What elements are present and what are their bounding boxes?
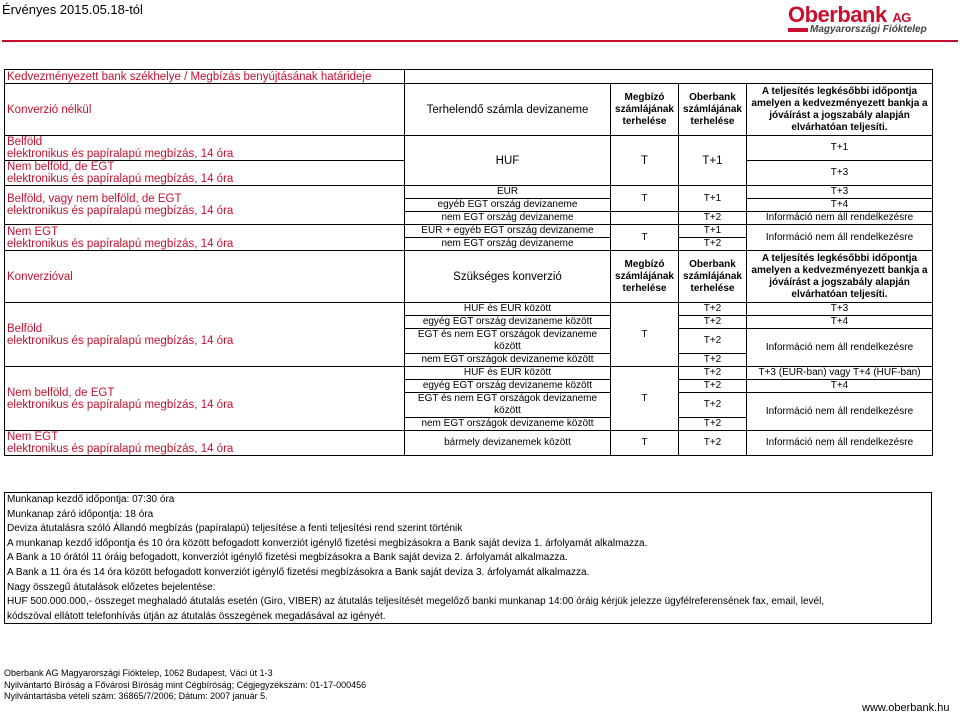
completion-cell: T+4 xyxy=(747,380,933,393)
completion-cell: T+3 (EUR-ban) vagy T+4 (HUF-ban) xyxy=(747,367,933,380)
note-line: Deviza átutalásra szóló Állandó megbízás (papíralapú) teljesítése a fenti teljesítési rend szerint történik xyxy=(7,523,463,535)
oberbank-cell: T+1 xyxy=(679,186,747,212)
conversion-cell: bármely devizanemek között xyxy=(405,431,611,456)
footer-registry: Nyilvántartó Bíróság a Fővárosi Bíróság mint Cégbíróság; Cégjegyzékszám: 01-17-000456 xyxy=(4,679,367,690)
oberbank-cell: T+2 xyxy=(679,418,747,431)
oberbank-cell: T+2 xyxy=(679,329,747,354)
logo-subtitle: Magyarországi Fióktelep xyxy=(810,24,927,35)
row-label: Belföld elektronikus és papíralapú megbízás, 14 óra xyxy=(5,136,405,161)
section-konverzio-nelkul: Konverzió nélkül xyxy=(5,84,405,136)
conversion-cell: EGT és nem EGT országok devizaneme között xyxy=(405,329,611,354)
oberbank-logo xyxy=(788,2,958,38)
oberbank-cell: T+1 xyxy=(679,225,747,238)
col-ordering-debit: Megbízó számlájának terhelése xyxy=(611,84,679,136)
conversion-cell: egyég EGT ország devizaneme között xyxy=(405,316,611,329)
conversion-cell: egyég EGT ország devizaneme között xyxy=(405,380,611,393)
completion-cell: T+3 xyxy=(747,303,933,316)
row-label: Nem belföld, de EGT elektronikus és papíralapú megbízás, 14 óra xyxy=(5,367,405,431)
row-label: Belföld, vagy nem belföld, de EGT elektronikus és papíralapú megbízás, 14 óra xyxy=(5,186,405,225)
conversion-cell: EGT és nem EGT országok devizaneme között xyxy=(405,393,611,418)
conversion-cell: nem EGT országok devizaneme között xyxy=(405,354,611,367)
ordering-cell: T xyxy=(611,186,679,212)
note-line: A Bank a 10 órától 11 óráig befogadott, konverziót igénylő fizetési megbízásokra a Bank saját deviza 2. árfolyamát alkalmazza. xyxy=(7,552,568,564)
ordering-cell: T xyxy=(611,136,679,186)
conversion-cell: HUF és EUR között xyxy=(405,367,611,380)
oberbank-cell: T+1 xyxy=(679,136,747,186)
completion-cell: T+3 xyxy=(747,161,933,186)
completion-cell: Információ nem áll rendelkezésre xyxy=(747,329,933,367)
currency-cell: HUF xyxy=(405,136,611,186)
oberbank-cell: T+2 xyxy=(679,393,747,418)
currency-cell: EUR + egyéb EGT ország devizaneme xyxy=(405,225,611,238)
row-label: Nem EGT elektronikus és papíralapú megbízás, 14 óra xyxy=(5,431,405,456)
currency-cell: EUR xyxy=(405,186,611,199)
currency-cell: egyéb EGT ország devizaneme xyxy=(405,199,611,212)
col-completion-time: A teljesítés legkésőbbi időpontja amelyen a kedvezményezett bankja a jóváírást a jogszabály alapján elvárhatóan teljesíti. xyxy=(747,84,933,136)
notes-box xyxy=(4,492,932,624)
footer-address: Oberbank AG Magyarországi Fióktelep, 1062 Budapest, Váci út 1-3 xyxy=(4,668,273,678)
col-completion-time: A teljesítés legkésőbbi időpontja amelyen a kedvezményezett bankja a jóváírást a jogszabály alapján elvárhatóan teljesíti. xyxy=(747,251,933,303)
col-account-currency: Terhelendő számla devizaneme xyxy=(405,84,611,136)
header-divider xyxy=(2,40,958,42)
ordering-cell: T xyxy=(611,225,679,251)
logo-swoosh-icon xyxy=(788,28,808,32)
footer xyxy=(4,668,366,703)
col-conversion: Szükséges konverzió xyxy=(405,251,611,303)
note-line: Munkanap záró időpontja: 18 óra xyxy=(7,508,154,520)
conversion-cell: HUF és EUR között xyxy=(405,303,611,316)
footer-registration: Nyilvántartásba vételi szám: 36865/7/2006; Dátum: 2007 január 5. xyxy=(4,691,268,701)
oberbank-cell: T+2 xyxy=(679,380,747,393)
completion-cell: Információ nem áll rendelkezésre xyxy=(747,431,933,456)
logo-brand: Oberbank AG xyxy=(788,2,911,27)
oberbank-cell: T+2 xyxy=(679,367,747,380)
website-link[interactable]: www.oberbank.hu xyxy=(862,702,950,714)
row-label: Nem belföld, de EGT elektronikus és papíralapú megbízás, 14 óra xyxy=(5,161,405,186)
conversion-cell: nem EGT országok devizaneme között xyxy=(405,418,611,431)
note-line: HUF 500.000.000,- összeget meghaladó átutalás esetén (Giro, VIBER) az átutalás teljesítését megelőző banki munkanap 14:00 óráig kérjük jelezze ügyfélreferensének fax, email, levél, xyxy=(7,596,825,608)
oberbank-cell: T+2 xyxy=(679,354,747,367)
completion-cell: T+1 xyxy=(747,136,933,161)
note-line: A munkanap kezdő időpontja és 10 óra között befogadott konverziót igénylő fizetési megbízásokra a Bank saját deviza 1. árfolyamát alkalmazza. xyxy=(7,537,648,549)
col-oberbank-debit: Oberbank számlájának terhelése xyxy=(679,84,747,136)
col-ordering-debit: Megbízó számlájának terhelése xyxy=(611,251,679,303)
ordering-cell: T xyxy=(611,431,679,456)
ordering-cell: T xyxy=(611,367,679,431)
row-label: Belföld elektronikus és papíralapú megbízás, 14 óra xyxy=(5,303,405,367)
completion-cell: Információ nem áll rendelkezésre xyxy=(747,212,933,225)
table-title: Kedvezményezett bank székhelye / Megbízás benyújtásának határideje xyxy=(5,70,405,84)
col-oberbank-debit: Oberbank számlájának terhelése xyxy=(679,251,747,303)
currency-cell: nem EGT ország devizaneme xyxy=(405,212,611,225)
completion-cell: T+3 xyxy=(747,186,933,199)
completion-cell: T+4 xyxy=(747,316,933,329)
oberbank-cell: T+2 xyxy=(679,316,747,329)
completion-cell: Információ nem áll rendelkezésre xyxy=(747,225,933,251)
note-line: Nagy összegű átutalások előzetes bejelentése: xyxy=(7,581,216,593)
note-line: kódszóval ellátott telefonhívás útján az átutalás összegének megadásával az igényét. xyxy=(7,610,386,622)
ordering-cell: T xyxy=(611,303,679,367)
completion-cell: Információ nem áll rendelkezésre xyxy=(747,393,933,431)
note-line: Munkanap kezdő időpontja: 07:30 óra xyxy=(7,494,175,505)
currency-cell: nem EGT ország devizaneme xyxy=(405,238,611,251)
section-konverzioval: Konverzióval xyxy=(5,251,405,303)
oberbank-cell: T+2 xyxy=(679,303,747,316)
validity-date: Érvényes 2015.05.18-tól xyxy=(2,2,143,17)
deadline-table xyxy=(4,69,933,456)
row-label: Nem EGT elektronikus és papíralapú megbízás, 14 óra xyxy=(5,225,405,251)
oberbank-cell: T+2 xyxy=(679,238,747,251)
oberbank-cell: T+2 xyxy=(679,212,747,225)
completion-cell: T+4 xyxy=(747,199,933,212)
oberbank-cell: T+2 xyxy=(679,431,747,456)
note-line: A Bank a 11 óra és 14 óra között befogadott konverziót igénylő fizetési megbízásokra a Bank saját deviza 3. árfolyamát alkalmazza. xyxy=(7,566,590,578)
